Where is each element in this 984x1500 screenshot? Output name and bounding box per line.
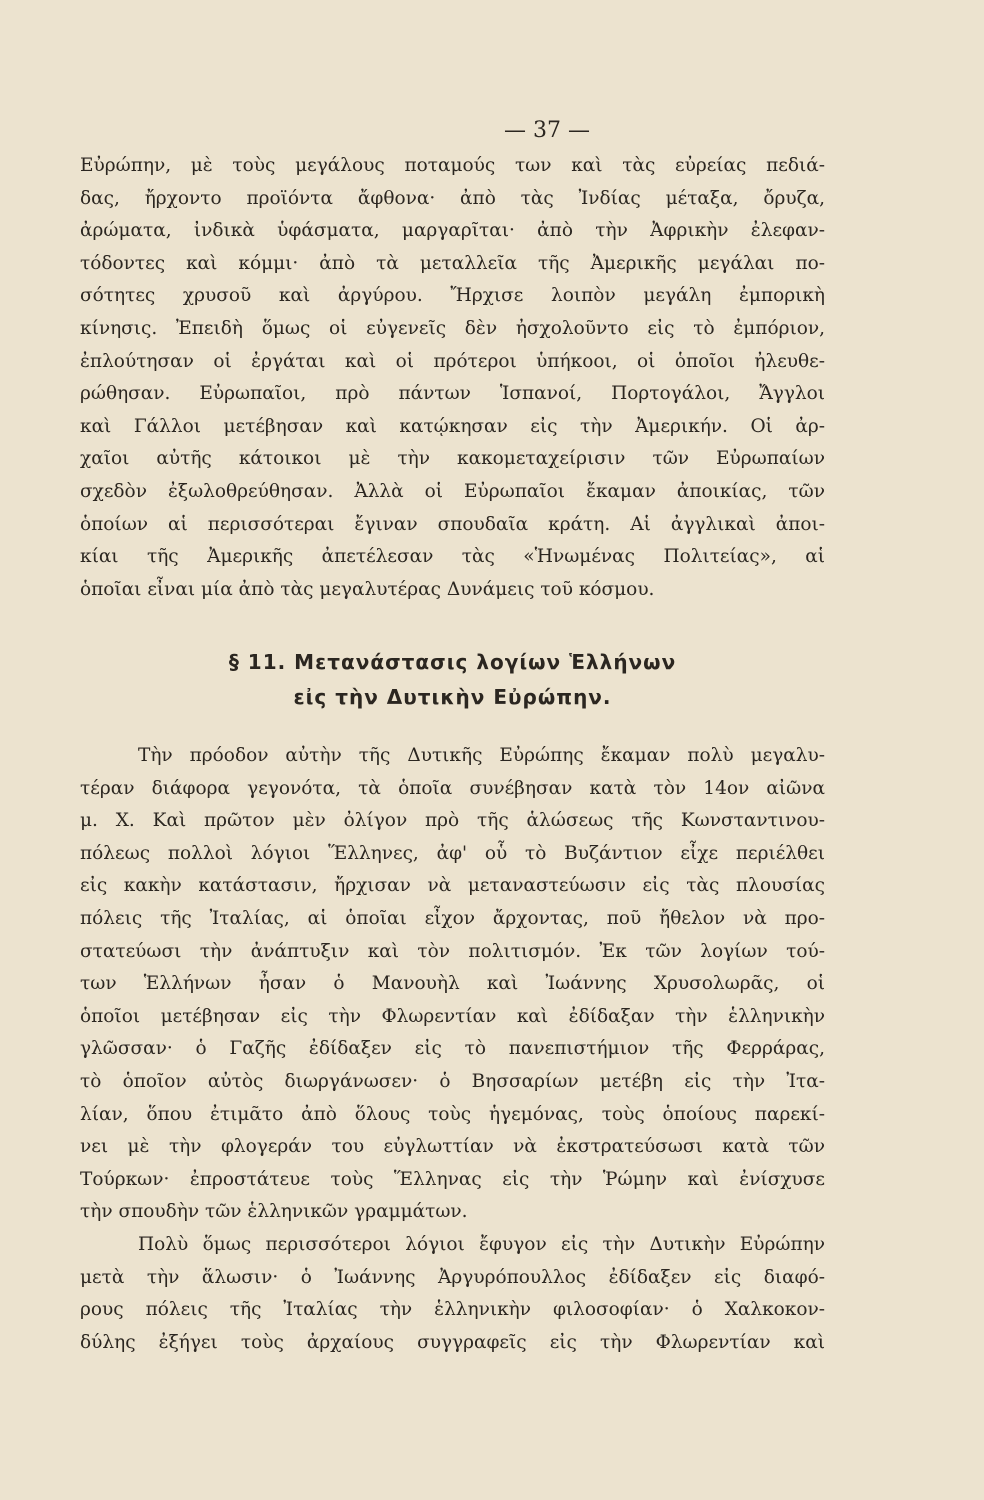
text-line: σότητες χρυσοῦ καὶ ἀργύρου. Ἤρχισε λοιπὸν μεγάλη ἐμπορικὴ — [80, 285, 825, 307]
text-line: ἀρώματα, ἰνδικὰ ὑφάσματα, μαργαρῖται· ἀπὸ τὴν Ἀφρικὴν ἐλεφαν- — [80, 220, 825, 242]
section-heading — [80, 645, 825, 715]
text-line: δύλης ἐξήγει τοὺς ἀρχαίους συγγραφεῖς εἰς τὴν Φλωρεντίαν καὶ — [80, 1331, 825, 1353]
text-line: γλῶσσαν· ὁ Γαζῆς ἐδίδαξεν εἰς τὸ πανεπιστήμιον τῆς Φερράρας, — [80, 1038, 825, 1060]
text-line: Τὴν πρόοδον αὐτὴν τῆς Δυτικῆς Εὐρώπης ἔκαμαν πολὺ μεγαλυ- — [138, 745, 825, 766]
text-line: μετὰ τὴν ἅλωσιν· ὁ Ἰωάννης Ἀργυρόπουλλος ἐδίδαξεν εἰς διαφό- — [80, 1266, 825, 1288]
text-line: στατεύωσι τὴν ἀνάπτυξιν καὶ τὸν πολιτισμόν. Ἐκ τῶν λογίων τού- — [80, 940, 825, 962]
text-line: των Ἑλλήνων ἦσαν ὁ Μανουὴλ καὶ Ἰωάννης Χρυσολωρᾶς, οἱ — [80, 973, 825, 995]
text-line: ρους πόλεις τῆς Ἰταλίας τὴν ἑλληνικὴν φιλοσοφίαν· ὁ Χαλκοκον- — [80, 1299, 825, 1321]
text-line: σχεδὸν ἐξωλοθρεύθησαν. Ἀλλὰ οἱ Εὐρωπαῖοι ἔκαμαν ἀποικίας, τῶν — [80, 480, 825, 502]
text-line: κίαι τῆς Ἀμερικῆς ἀπετέλεσαν τὰς «Ἡνωμένας Πολιτείας», αἱ — [80, 546, 825, 568]
paragraph-2 — [80, 740, 825, 1359]
section-heading-line-1: § 11. Μετανάστασις λογίων Ἑλλήνων — [228, 650, 677, 674]
text-line: λίαν, ὅπου ἐτιμᾶτο ἀπὸ ὅλους τοὺς ἡγεμόνας, τοὺς ὁποίους παρεκί- — [80, 1103, 825, 1125]
paragraph-1 — [80, 150, 825, 606]
page-number: — 37 — — [504, 118, 590, 143]
text-line: νει μὲ τὴν φλογεράν του εὐγλωττίαν νὰ ἐκστρατεύσωσι κατὰ τῶν — [80, 1136, 825, 1158]
text-line: Πολὺ ὅμως περισσότεροι λόγιοι ἔφυγον εἰς τὴν Δυτικὴν Εὐρώπην — [138, 1233, 825, 1255]
text-line: τέραν διάφορα γεγονότα, τὰ ὁποῖα συνέβησαν κατὰ τὸν 14ον αἰῶνα — [80, 777, 825, 799]
section-heading-line-2: εἰς τὴν Δυτικὴν Εὐρώπην. — [293, 685, 612, 709]
text-line: κίνησις. Ἐπειδὴ ὅμως οἱ εὐγενεῖς δὲν ἠσχολοῦντο εἰς τὸ ἐμπόριον, — [80, 317, 825, 339]
text-line: ὁποίων αἱ περισσότεραι ἔγιναν σπουδαῖα κράτη. Αἱ ἀγγλικαὶ ἀποι- — [80, 513, 825, 535]
text-line: μ. Χ. Καὶ πρῶτον μὲν ὀλίγον πρὸ τῆς ἁλώσεως τῆς Κωνσταντινου- — [80, 810, 825, 832]
text-line: χαῖοι αὐτῆς κάτοικοι μὲ τὴν κακομεταχείρισιν τῶν Εὐρωπαίων — [80, 448, 825, 470]
text-line: Εὐρώπην, μὲ τοὺς μεγάλους ποταμούς των καὶ τὰς εὐρείας πεδιά- — [80, 155, 825, 176]
text-line: ἐπλούτησαν οἱ ἐργάται καὶ οἱ πρότεροι ὑπήκοοι, οἱ ὁποῖοι ἠλευθε- — [80, 350, 825, 372]
text-line: δας, ἤρχοντο προϊόντα ἄφθονα· ἀπὸ τὰς Ἰνδίας μέταξα, ὄρυζα, — [80, 187, 825, 209]
text-line: καὶ Γάλλοι μετέβησαν καὶ κατῴκησαν εἰς τὴν Ἀμερικήν. Οἱ ἀρ- — [80, 415, 825, 437]
text-line: τὴν σπουδὴν τῶν ἑλληνικῶν γραμμάτων. — [80, 1201, 468, 1223]
text-line: τὸ ὁποῖον αὐτὸς διωργάνωσεν· ὁ Βησσαρίων μετέβη εἰς τὴν Ἰτα- — [80, 1070, 825, 1092]
text-line: εἰς κακὴν κατάστασιν, ἤρχισαν νὰ μεταναστεύωσιν εἰς τὰς πλουσίας — [80, 875, 825, 897]
text-line: πόλεως πολλοὶ λόγιοι Ἕλληνες, ἀφ' οὗ τὸ Βυζάντιον εἶχε περιέλθει — [80, 842, 825, 864]
text-line: ὁποῖοι μετέβησαν εἰς τὴν Φλωρεντίαν καὶ ἐδίδαξαν τὴν ἑλληνικὴν — [80, 1005, 825, 1027]
text-line: πόλεις τῆς Ἰταλίας, αἱ ὁποῖαι εἶχον ἄρχοντας, ποῦ ἤθελον νὰ προ- — [80, 907, 825, 929]
text-line: τόδοντες καὶ κόμμι· ἀπὸ τὰ μεταλλεῖα τῆς Ἀμερικῆς μεγάλαι πο- — [80, 252, 825, 274]
text-line: Τούρκων· ἐπροστάτευε τοὺς Ἕλληνας εἰς τὴν Ῥώμην καὶ ἐνίσχυσε — [80, 1168, 825, 1190]
text-line: ρώθησαν. Εὐρωπαῖοι, πρὸ πάντων Ἱσπανοί, Πορτογάλοι, Ἄγγλοι — [80, 383, 825, 405]
text-line: ὁποῖαι εἶναι μία ἀπὸ τὰς μεγαλυτέρας Δυνάμεις τοῦ κόσμου. — [80, 578, 655, 600]
